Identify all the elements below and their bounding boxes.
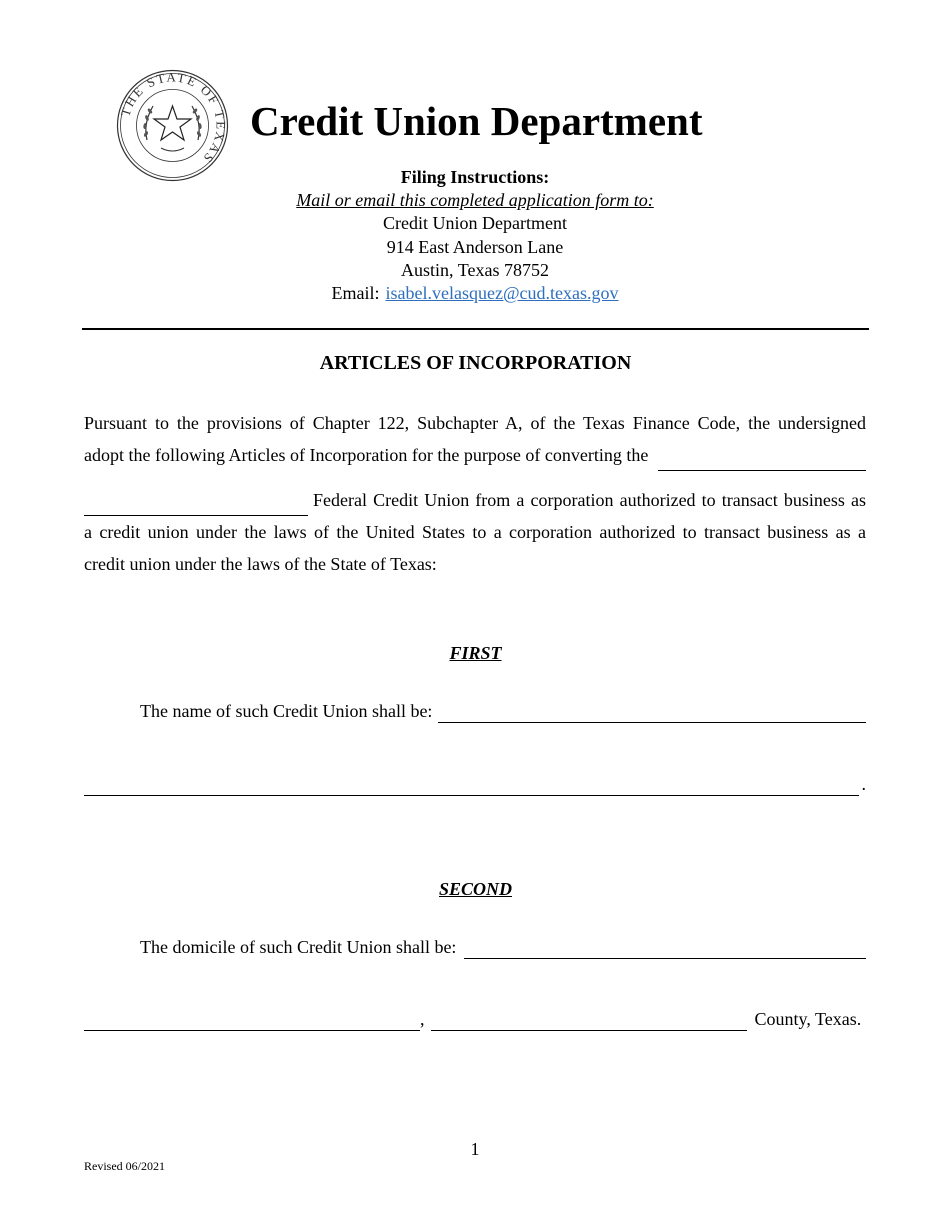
- intro-line-2: [84, 439, 866, 471]
- credit-union-name-input[interactable]: [438, 704, 866, 723]
- conversion-line-1-text: Federal Credit Union from a corporation authorized to transact business as: [313, 490, 866, 510]
- conversion-line-1: [84, 484, 866, 516]
- domicile-input[interactable]: [464, 940, 866, 959]
- seal-lettering: THE STATE OF TEXAS: [117, 69, 229, 168]
- section-first-heading: FIRST: [449, 643, 502, 663]
- filing-heading: Filing Instructions:: [400, 167, 550, 187]
- header-divider: [82, 328, 869, 330]
- credit-union-name-continued-input[interactable]: [84, 777, 859, 796]
- credit-union-name-row: [140, 699, 866, 723]
- county-suffix: County, Texas.: [754, 1009, 862, 1029]
- page-number: 1: [470, 1139, 480, 1159]
- revision-date: Revised 06/2021: [84, 1159, 165, 1173]
- intro-line-2-text: adopt the following Articles of Incorporation for the purpose of converting the: [84, 445, 649, 465]
- page-title: Credit Union Department: [250, 98, 703, 144]
- svg-text:THE STATE OF TEXAS: [118, 69, 229, 167]
- mail-instruction: Mail or email this completed application form to:: [296, 190, 654, 211]
- conversion-line-3: credit union under the laws of the State of Texas:: [84, 554, 437, 574]
- domicile-row: [140, 935, 866, 959]
- intro-line-1: Pursuant to the provisions of Chapter 122, Subchapter A, of the Texas Finance Code, the undersigned: [84, 413, 866, 433]
- document-heading: ARTICLES OF INCORPORATION: [319, 352, 632, 374]
- address-name: Credit Union Department: [383, 213, 567, 234]
- address-street: 914 East Anderson Lane: [386, 236, 564, 257]
- name-period: .: [861, 774, 866, 794]
- conversion-paragraph: [84, 484, 866, 580]
- email-line: [200, 282, 750, 305]
- city-input[interactable]: [84, 1012, 420, 1031]
- credit-union-name-continued-row: [84, 772, 866, 796]
- domicile-prompt: The domicile of such Credit Union shall be:: [140, 937, 457, 957]
- section-second-heading: SECOND: [438, 879, 513, 899]
- address-city: Austin, Texas 78752: [401, 259, 549, 280]
- email-label: Email:: [331, 283, 380, 304]
- filing-instructions: [200, 166, 750, 305]
- credit-union-name-field-part1[interactable]: [658, 450, 866, 471]
- intro-paragraph: [84, 407, 866, 471]
- city-county-row: [84, 1007, 866, 1031]
- credit-union-name-field-part2[interactable]: [84, 495, 308, 516]
- email-link[interactable]: isabel.velasquez@cud.texas.gov: [385, 283, 619, 304]
- conversion-line-2: a credit union under the laws of the United States to a corporation authorized to transact business as a: [84, 522, 866, 542]
- credit-union-name-prompt: The name of such Credit Union shall be:: [140, 701, 433, 721]
- county-input[interactable]: [431, 1012, 747, 1031]
- city-county-comma: ,: [420, 1009, 425, 1029]
